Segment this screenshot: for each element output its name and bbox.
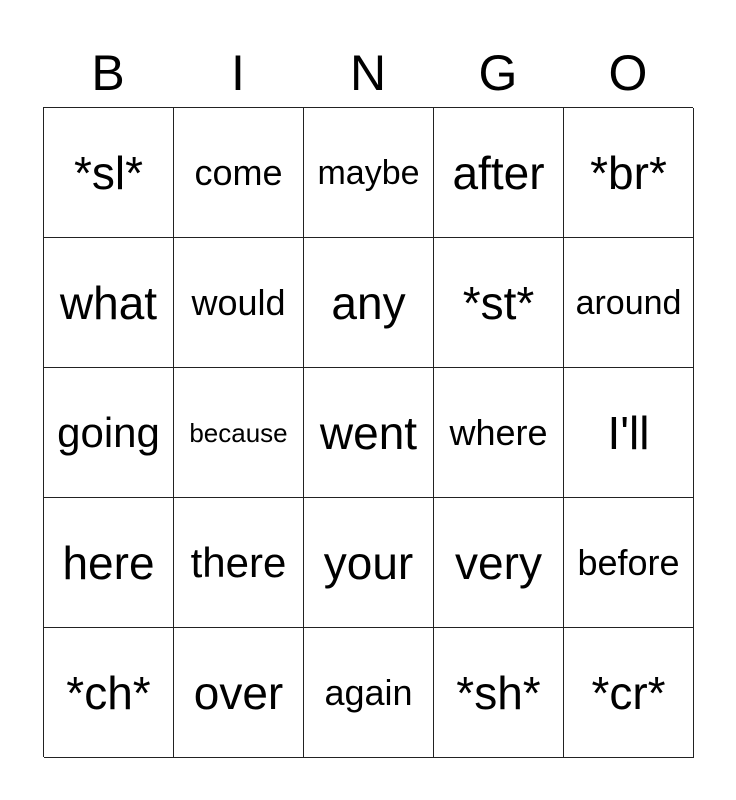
header-letter-b: B <box>91 45 125 101</box>
bingo-cell[interactable]: after <box>434 108 564 238</box>
bingo-cell[interactable]: come <box>174 108 304 238</box>
header-letter-n: N <box>349 45 387 101</box>
bingo-card-grid <box>43 107 693 757</box>
bingo-cell[interactable]: here <box>44 498 174 628</box>
bingo-cell[interactable]: *sl* <box>44 108 174 238</box>
header-letter-o: O <box>608 45 648 101</box>
bingo-cell[interactable]: went <box>304 368 434 498</box>
bingo-cell[interactable]: very <box>434 498 564 628</box>
header-letter-g: G <box>478 45 518 101</box>
bingo-cell[interactable]: *sh* <box>434 628 564 758</box>
bingo-cell[interactable]: I'll <box>564 368 694 498</box>
bingo-cell[interactable]: again <box>304 628 434 758</box>
bingo-cell[interactable]: what <box>44 238 174 368</box>
bingo-cell[interactable]: your <box>304 498 434 628</box>
bingo-cell[interactable]: would <box>174 238 304 368</box>
bingo-cell[interactable]: over <box>174 628 304 758</box>
bingo-cell[interactable]: where <box>434 368 564 498</box>
header-letter-i: I <box>231 45 245 101</box>
bingo-cell[interactable]: *cr* <box>564 628 694 758</box>
bingo-cell[interactable]: there <box>174 498 304 628</box>
bingo-cell[interactable]: *st* <box>434 238 564 368</box>
bingo-cell[interactable]: maybe <box>304 108 434 238</box>
bingo-cell[interactable]: around <box>564 238 694 368</box>
bingo-cell[interactable]: going <box>44 368 174 498</box>
bingo-cell[interactable]: *br* <box>564 108 694 238</box>
bingo-cell[interactable]: because <box>174 368 304 498</box>
bingo-cell[interactable]: any <box>304 238 434 368</box>
bingo-cell[interactable]: before <box>564 498 694 628</box>
bingo-header <box>43 38 693 108</box>
bingo-cell[interactable]: *ch* <box>44 628 174 758</box>
